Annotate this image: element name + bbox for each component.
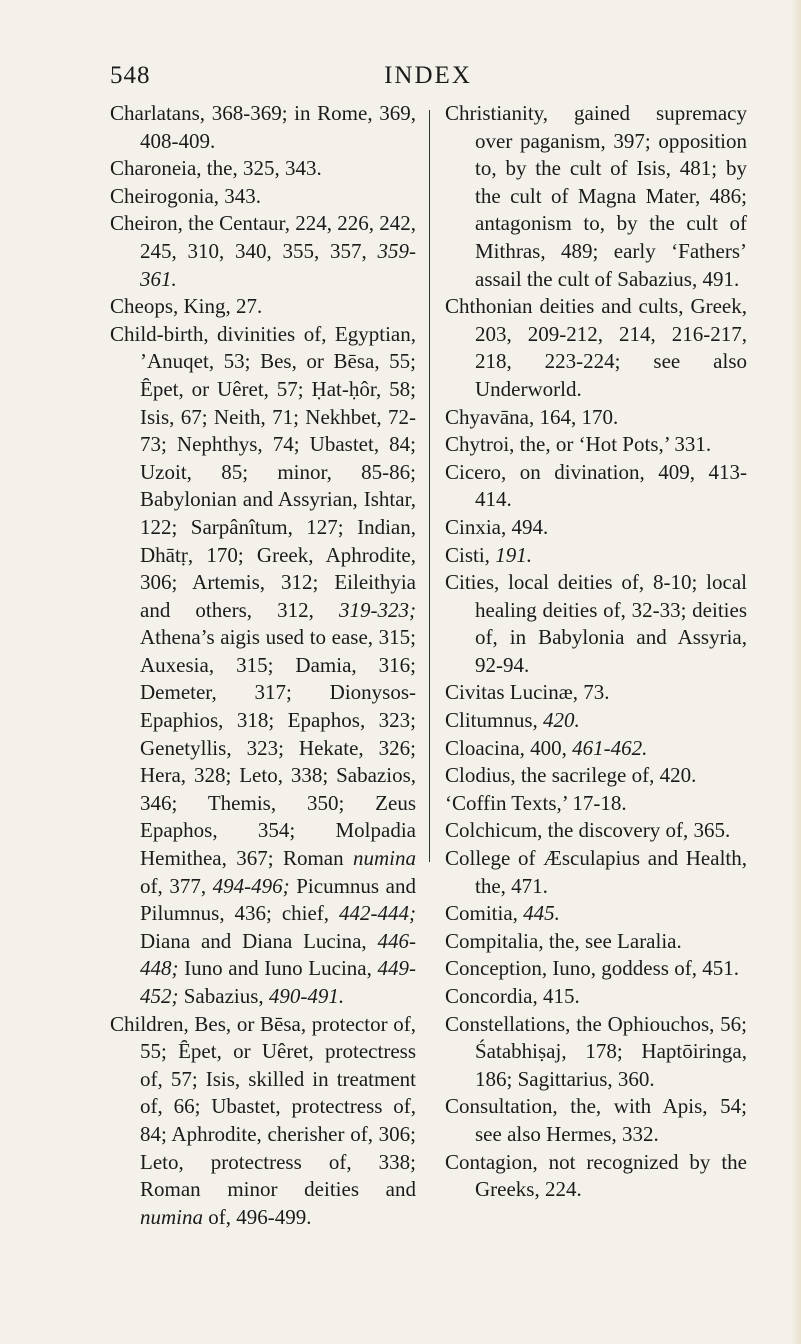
- index-entry-text: Diana and Diana Lucina,: [140, 928, 378, 953]
- index-entry-text: Iuno and Iuno Lucina,: [178, 956, 378, 981]
- index-entry: [445, 707, 747, 735]
- index-entry: [445, 1093, 747, 1148]
- index-entry-text: Chytroi, the, or ‘Hot Pots,’ 331.: [445, 432, 712, 457]
- index-entry-text: College of Æsculapius and Health, the, 471.: [445, 846, 747, 898]
- index-entry-text: Children, Bes, or Bēsa, protector of, 55; Ȇpet, or Uêret, protectress of, 57; Isis, skilled in treatment of, 66; Ubastet, protectress of, 84; Aphrodite, cherisher of, 306; Leto, protectress of, 338; Roman minor deities and: [110, 1011, 416, 1202]
- index-entry-text: Civitas Lucinæ, 73.: [445, 680, 610, 705]
- index-entry: [445, 431, 747, 459]
- index-entry: [445, 900, 747, 928]
- index-entry-text: Sabazius,: [178, 984, 269, 1008]
- index-entry: [445, 459, 747, 514]
- index-entry-text: Constellations, the Ophiouchos, 56; Śatabhiṣaj, 178; Haptōiringa, 186; Sagittarius, 360.: [445, 1011, 747, 1091]
- index-entry: [445, 790, 747, 818]
- index-entry: [110, 293, 416, 321]
- index-entry-text: ‘Coffin Texts,’ 17-18.: [445, 790, 627, 815]
- page-edge-shadow: [791, 0, 801, 1344]
- index-entry-text: Christianity, gained supremacy over paganism, 397; opposition to, by the cult of Isis, 481; by the cult of Magna Mater, 486; antagonism to, by the cult of Mithras, 489; early ‘Fathers’ assail the cult of Sabazius, 491.: [445, 101, 747, 291]
- index-entry-italic-text: 494-496;: [212, 873, 290, 898]
- index-entry-text: Cheiron, the Centaur, 224, 226, 242, 245, 310, 340, 355, 357,: [110, 211, 416, 263]
- index-entry-text: Cloacina, 400,: [445, 735, 573, 760]
- index-entry-italic-text: 319-323;: [339, 597, 416, 622]
- index-entry-text: Conception, Iuno, goddess of, 451.: [445, 956, 739, 981]
- index-entry: [445, 735, 747, 763]
- index-entry-text: of, 496-499.: [203, 1204, 312, 1229]
- index-entry: [445, 1011, 747, 1094]
- index-entry-text: Chyavāna, 164, 170.: [445, 404, 619, 429]
- index-entry: [445, 404, 747, 432]
- index-column-right: [445, 100, 747, 1204]
- index-entry-text: Compitalia, the, see Laralia.: [445, 928, 682, 953]
- index-entry-italic-text: 442-444;: [339, 901, 416, 926]
- index-entry: [445, 955, 747, 983]
- index-entry-text: Athena’s aigis used to ease, 315; Auxesia, 315; Damia, 316; Demeter, 317; Dionysos-Epaphios, 318; Epaphos, 323; Genetyllis, 323; Hekate, 326; Hera, 328; Leto, 338; Sabazios, 346; Themis, 350; Zeus Epaphos, 354; Molpadia Hemithea, 367; Roman: [140, 625, 416, 871]
- index-entry-text: Picumnus and Pilumnus, 436; chief,: [140, 873, 416, 926]
- index-entry: [445, 679, 747, 707]
- index-entry-text: Cicero, on divination, 409, 413-414.: [445, 459, 747, 512]
- index-entry-text: Charoneia, the, 325, 343.: [110, 156, 322, 181]
- index-entry: [445, 762, 747, 790]
- column-divider: [429, 110, 430, 862]
- index-entry: [445, 983, 747, 1011]
- running-head: INDEX: [384, 62, 472, 89]
- index-entry-text: Clitumnus,: [445, 708, 544, 733]
- index-column-left: [110, 100, 416, 1231]
- page-number: 548: [110, 62, 151, 89]
- index-entry: [445, 817, 747, 845]
- index-entry-text: Chthonian deities and cults, Greek, 203, 209-212, 214, 216-217, 218, 223-224; see also Underworld.: [445, 294, 747, 401]
- index-entry: [445, 928, 747, 956]
- index-entry-text: Charlatans, 368-369; in Rome, 369, 408-409.: [110, 101, 416, 153]
- index-entry: [110, 1011, 416, 1232]
- index-entry: [110, 183, 416, 211]
- index-entry-italic-text: 191.: [495, 542, 532, 567]
- index-entry-text: Cisti,: [445, 542, 496, 567]
- index-entry: [110, 210, 416, 293]
- index-entry-text: Clodius, the sacrilege of, 420.: [445, 763, 697, 788]
- index-entry-text: Consultation, the, with Apis, 54; see also Hermes, 332.: [445, 1094, 747, 1146]
- index-entry: [445, 569, 747, 679]
- index-entry: [445, 293, 747, 403]
- index-entry-text: Cities, local deities of, 8-10; local healing deities of, 32-33; deities of, in Babylonia and Assyria, 92-94.: [445, 570, 747, 677]
- index-entry-italic-text: 461-462.: [572, 735, 648, 760]
- index-entry-text: Child-birth, divinities of, Egyptian, ’Anuqet, 53; Bes, or Bēsa, 55; Ȇpet, or Uêret, 57; Ḥat-ḥôr, 58; Isis, 67; Neith, 71; Nekhbet, 72-73; Nephthys, 74; Ubastet, 84; Uzoit, 85; minor, 85-86; Babylonian and Assyrian, Ishtar, 122; Sarpânîtum, 127; Indian, Dhātṛ, 170; Greek, Aphrodite, 306; Artemis, 312; Eileithyia and others, 312,: [110, 321, 416, 622]
- index-entry-text: Concordia, 415.: [445, 984, 580, 1008]
- index-entry-text: Comitia,: [445, 901, 524, 926]
- index-entry-italic-text: 446-448;: [140, 928, 416, 981]
- index-entry-italic-text: 420.: [543, 708, 580, 733]
- index-entry-text: Colchicum, the discovery of, 365.: [445, 818, 731, 843]
- index-entry: [110, 100, 416, 155]
- index-entry: [445, 845, 747, 900]
- index-entry-italic-text: numina: [353, 846, 416, 871]
- index-entry: [445, 1149, 747, 1204]
- index-entry: [445, 100, 747, 293]
- index-entry-text: Cinxia, 494.: [445, 514, 549, 539]
- index-entry-italic-text: numina: [140, 1204, 203, 1229]
- index-entry: [110, 155, 416, 183]
- index-entry-text: of, 377,: [140, 873, 213, 898]
- index-entry-italic-text: 359-361.: [140, 238, 416, 291]
- index-entry-text: Contagion, not recognized by the Greeks, 224.: [445, 1149, 747, 1202]
- index-entry-italic-text: 445.: [523, 901, 560, 926]
- index-entry-italic-text: 490-491.: [268, 984, 345, 1008]
- index-entry-text: Cheirogonia, 343.: [110, 183, 262, 208]
- index-entry: [110, 321, 416, 1011]
- index-entry-text: Cheops, King, 27.: [110, 294, 263, 319]
- page-header: [110, 62, 746, 96]
- index-entry-italic-text: 449-452;: [140, 956, 416, 1008]
- index-entry: [445, 514, 747, 542]
- index-entry: [445, 542, 747, 570]
